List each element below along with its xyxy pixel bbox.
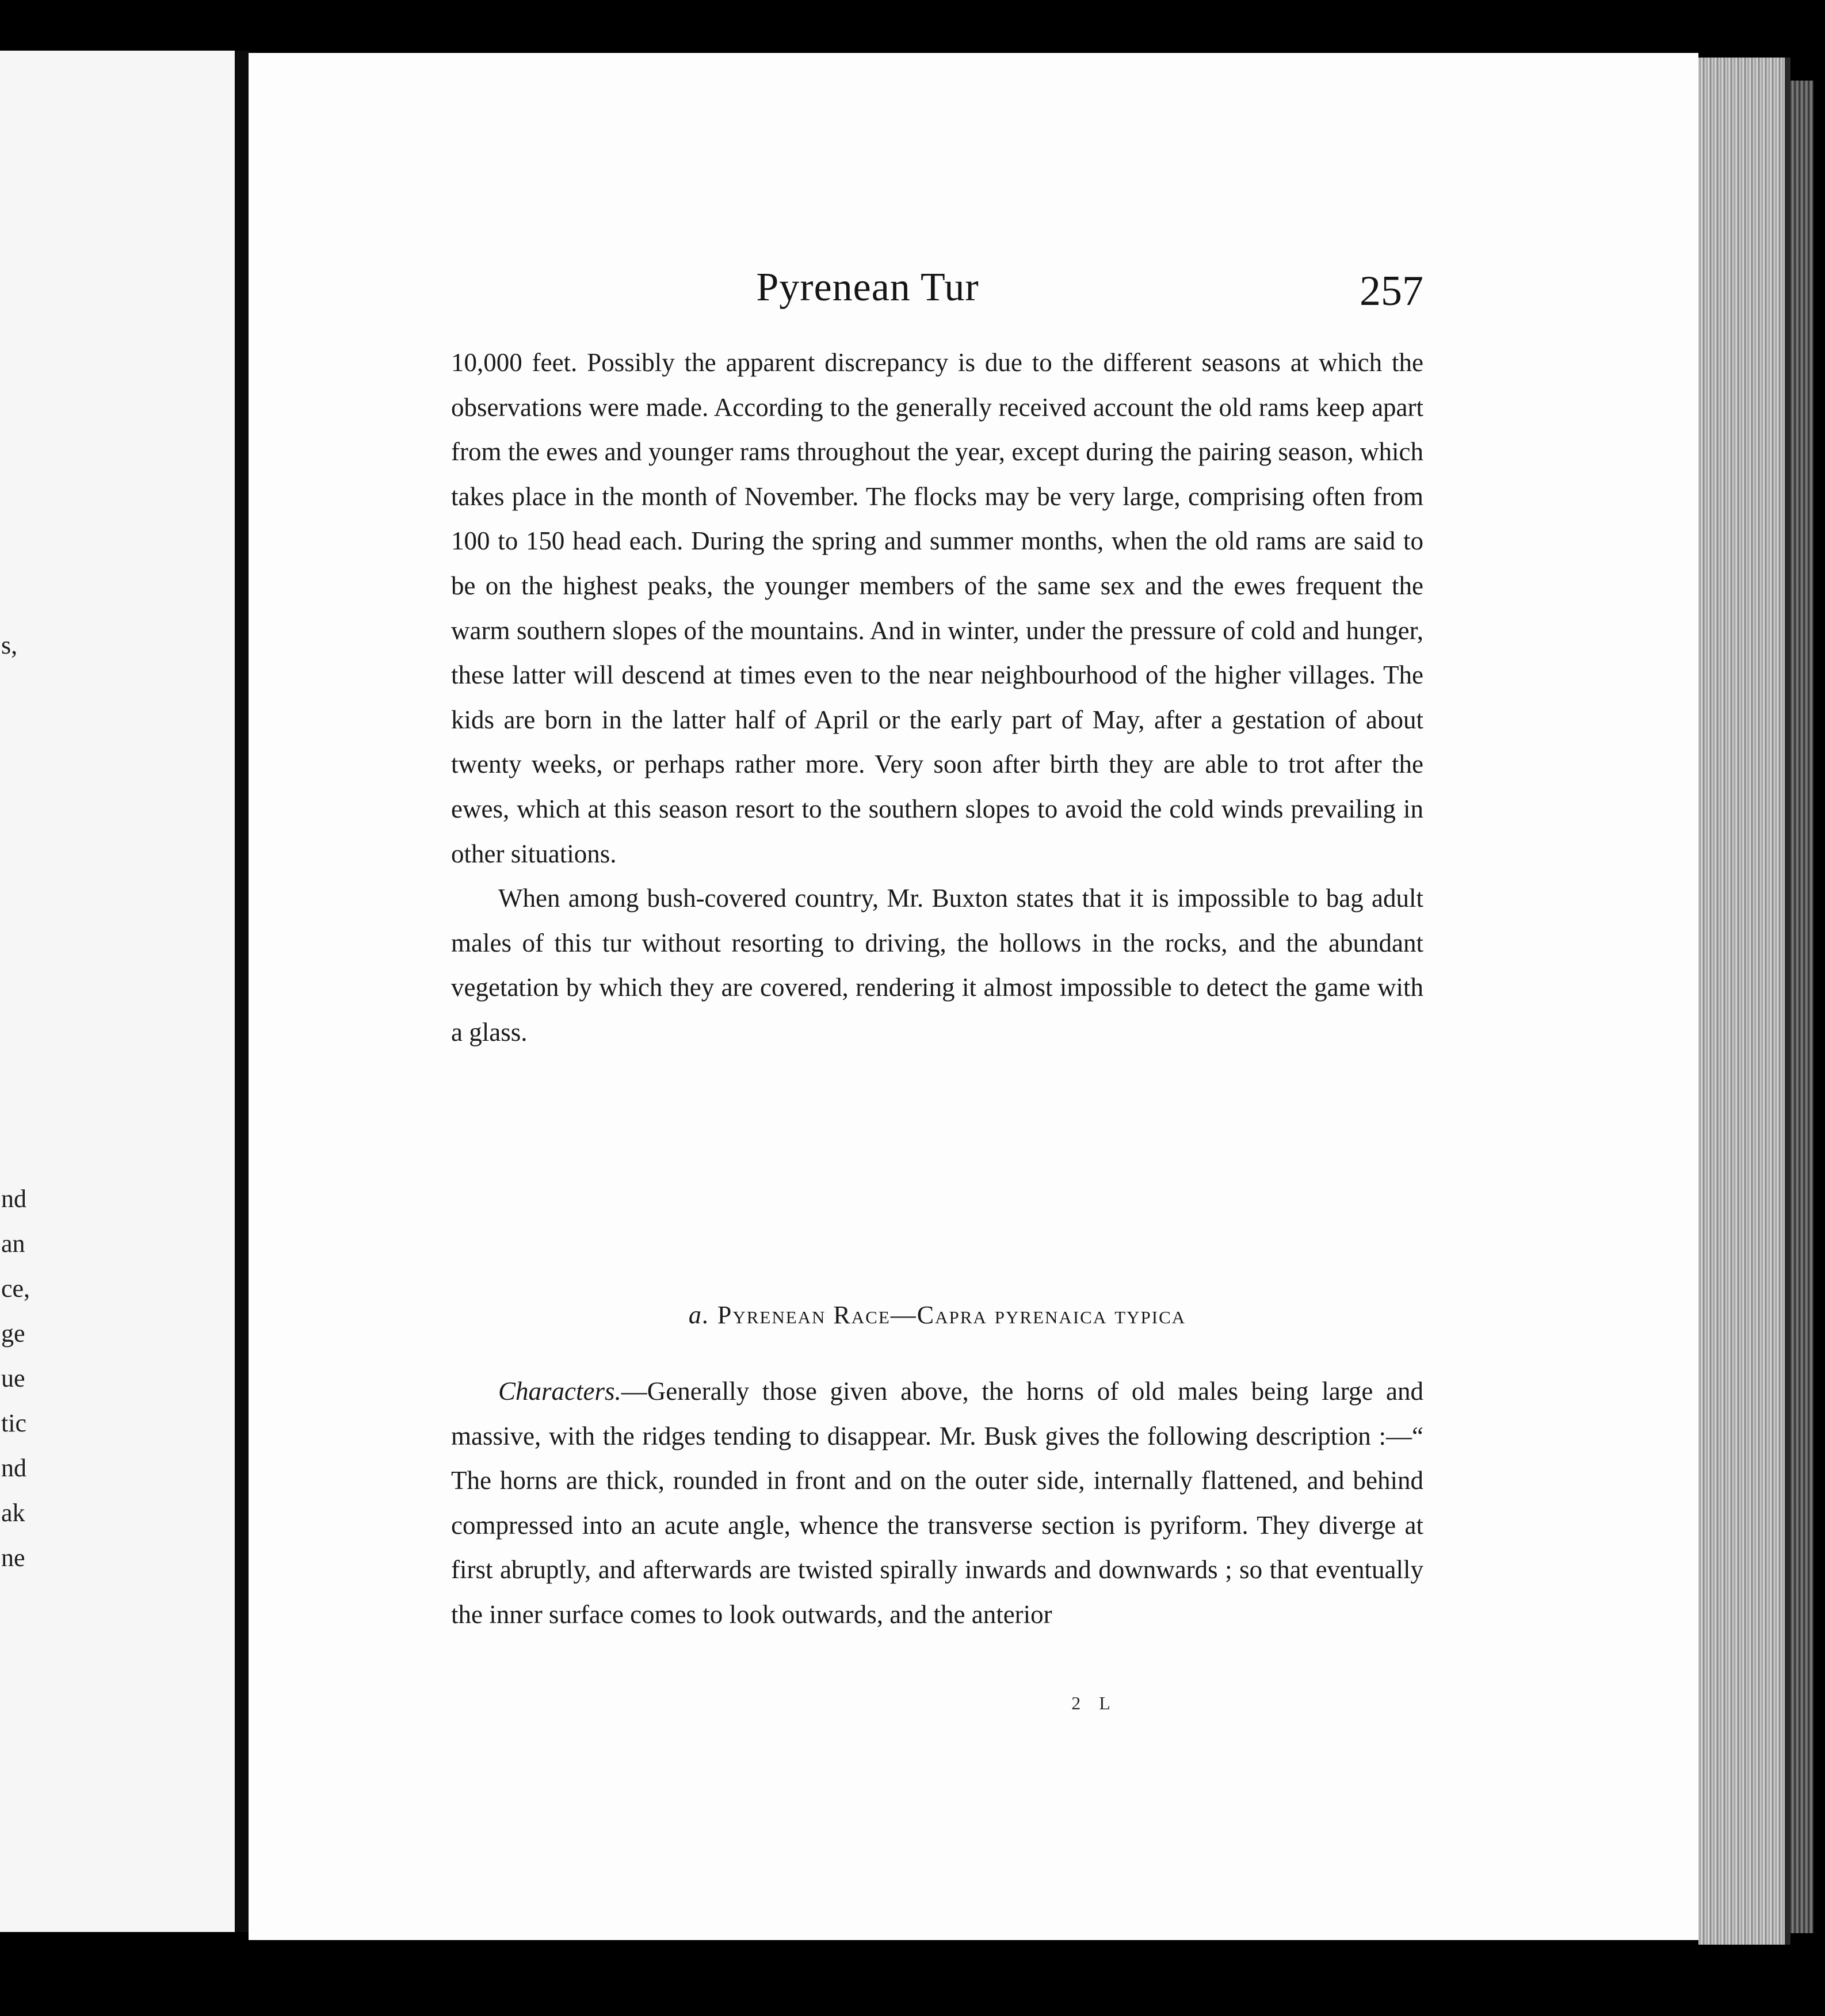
previous-page-fragment: ce, <box>1 1274 30 1303</box>
page-number: 257 <box>1360 268 1423 315</box>
book-cover-edge <box>1790 81 1813 1933</box>
previous-page-fragment: nd <box>1 1185 26 1213</box>
characters-label: Characters. <box>498 1377 621 1406</box>
previous-page-fragment: ge <box>1 1319 25 1347</box>
previous-page-fragment: nd <box>1 1454 26 1482</box>
previous-page-fragment: ne <box>1 1544 25 1572</box>
characters-text <box>451 1369 1423 1637</box>
previous-page-fragment: s, <box>1 631 18 659</box>
section-heading <box>451 1300 1423 1330</box>
book-page <box>249 53 1698 1940</box>
previous-page-fragment: ue <box>1 1364 25 1392</box>
paragraph: When among bush-covered country, Mr. Buxton states that it is impossible to bag adult males of this tur without resorting to driving, the hollows in the rocks, and the abundant vegetation by which they are covered, rendering it almost impossible to detect the game with a glass. <box>451 884 1423 1047</box>
body-text <box>451 341 1423 1055</box>
previous-page-fragment: ak <box>1 1499 25 1527</box>
page-edge-stack <box>1698 58 1790 1945</box>
paragraph <box>451 1369 1423 1637</box>
previous-page-edge <box>0 51 238 1932</box>
book-gutter <box>235 51 250 1932</box>
previous-page-fragment: an <box>1 1230 25 1258</box>
signature-mark: 2 L <box>1071 1693 1117 1713</box>
characters-description: —Generally those given above, the horns of old males being large and massive, with the ridges tending to disappear. Mr. Busk gives the following description :—“ The horns are thick, rounded in front and on the outer side, internally flattened, and behind compressed into an acute angle, whence the transverse section is pyriform. They diverge at first abruptly, and afterwards are twisted spirally inwards and downwards ; so that eventually the inner surface comes to look outwards, and the anterior <box>451 1377 1423 1629</box>
paragraph: 10,000 feet. Possibly the apparent discrepancy is due to the different seasons at which the observations were made. According to the generally received account the old rams keep apart from the ewes and younger rams throughout the year, except during the pairing season, which takes place in the month of November. The flocks may be very large, comprising often from 100 to 150 head each. During the spring and summer months, when the old rams are said to be on the highest peaks, the younger members of the same sex and the ewes frequent the warm southern slopes of the mountains. And in winter, under the pressure of cold and hunger, these latter will descend at times even to the near neighbourhood of the higher villages. The kids are born in the latter half of April or the early part of May, after a gestation of about twenty weeks, or perhaps rather more. Very soon after birth they are able to trot after the ewes, which at this season resort to the southern slopes to avoid the cold winds prevailing in other situations. <box>451 348 1423 868</box>
previous-page-fragment: tic <box>1 1409 26 1437</box>
running-title: Pyrenean Tur <box>756 265 979 310</box>
section-heading-text: Pyrenean Race—Capra pyrenaica typica <box>717 1301 1186 1329</box>
section-marker: a. <box>688 1301 710 1329</box>
